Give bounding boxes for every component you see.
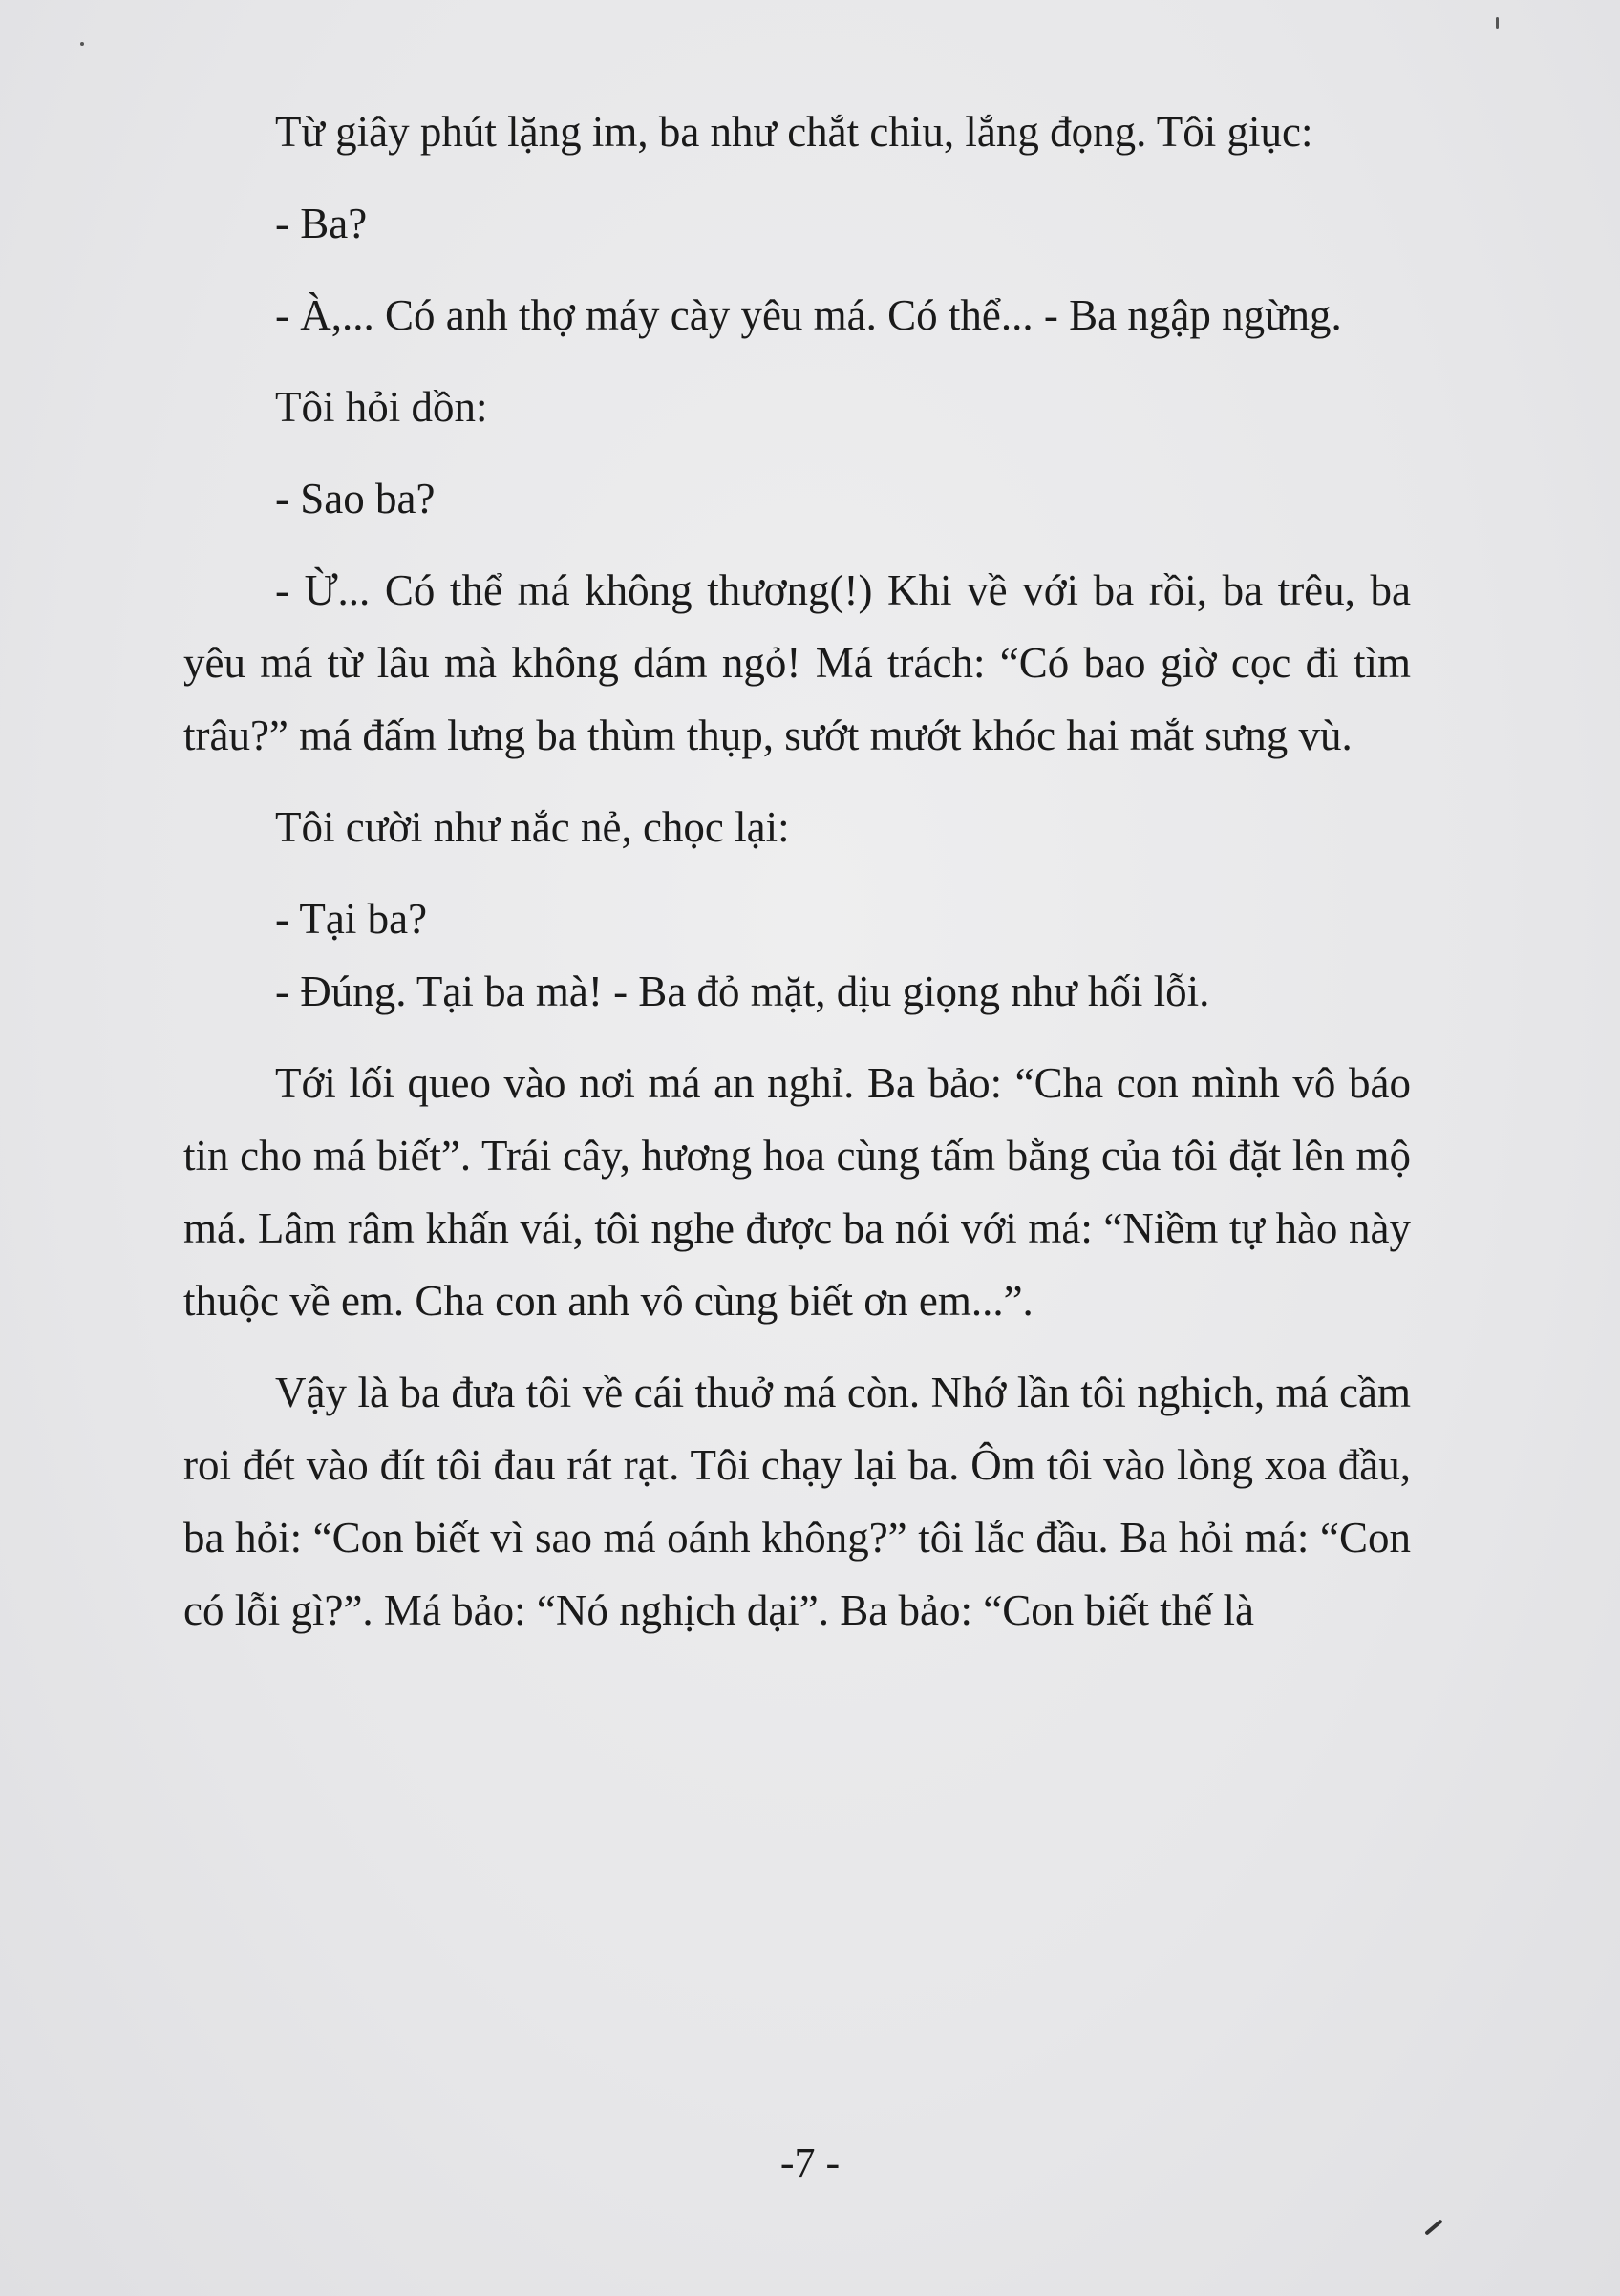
paragraph-9: - Đúng. Tại ba mà! - Ba đỏ mặt, dịu giọng như hối lỗi. <box>275 967 1210 1015</box>
ink-mark <box>1424 2219 1442 2235</box>
paragraph-1: Từ giây phút lặng im, ba như chắt chiu, lắng đọng. Tôi giục: <box>275 108 1313 156</box>
paragraph-5: - Sao ba? <box>275 475 436 522</box>
ink-dot <box>80 42 84 46</box>
paragraph-3: - À,... Có anh thợ máy cày yêu má. Có thể... - Ba ngập ngừng. <box>275 291 1342 339</box>
page-number: -7 - <box>779 2139 841 2186</box>
paragraph-8: - Tại ba? <box>275 895 428 943</box>
paragraph-2: - Ba? <box>275 200 368 247</box>
paragraph-7: Tôi cười như nắc nẻ, chọc lại: <box>275 803 790 851</box>
paragraph-4: Tôi hỏi dồn: <box>275 383 488 431</box>
paragraph-11: Vậy là ba đưa tôi về cái thuở má còn. Nhớ lần tôi nghịch, má cầm roi đét vào đít tôi đau rát rạt. Tôi chạy lại ba. Ôm tôi vào lòng xoa đầu, ba hỏi: “Con biết vì sao má oánh không?” tôi lắc đầu. Ba hỏi má: “Con có lỗi gì?”. Má bảo: “Nó nghịch dại”. Ba bảo: “Con biết thế là <box>183 1369 1411 1634</box>
body-text <box>183 96 1411 1647</box>
ink-mark-top <box>1496 17 1499 29</box>
paragraph-6: - Ừ... Có thể má không thương(!) Khi về với ba rồi, ba trêu, ba yêu má từ lâu mà không dám ngỏ! Má trách: “Có bao giờ cọc đi tìm trâu?” má đấm lưng ba thùm thụp, sướt mướt khóc hai mắt sưng vù. <box>183 566 1411 759</box>
paragraph-10: Tới lối queo vào nơi má an nghỉ. Ba bảo: “Cha con mình vô báo tin cho má biết”. Trái cây, hương hoa cùng tấm bằng của tôi đặt lên mộ má. Lâm râm khấn vái, tôi nghe được ba nói với má: “Niềm tự hào này thuộc về em. Cha con anh vô cùng biết ơn em...”. <box>183 1059 1411 1325</box>
